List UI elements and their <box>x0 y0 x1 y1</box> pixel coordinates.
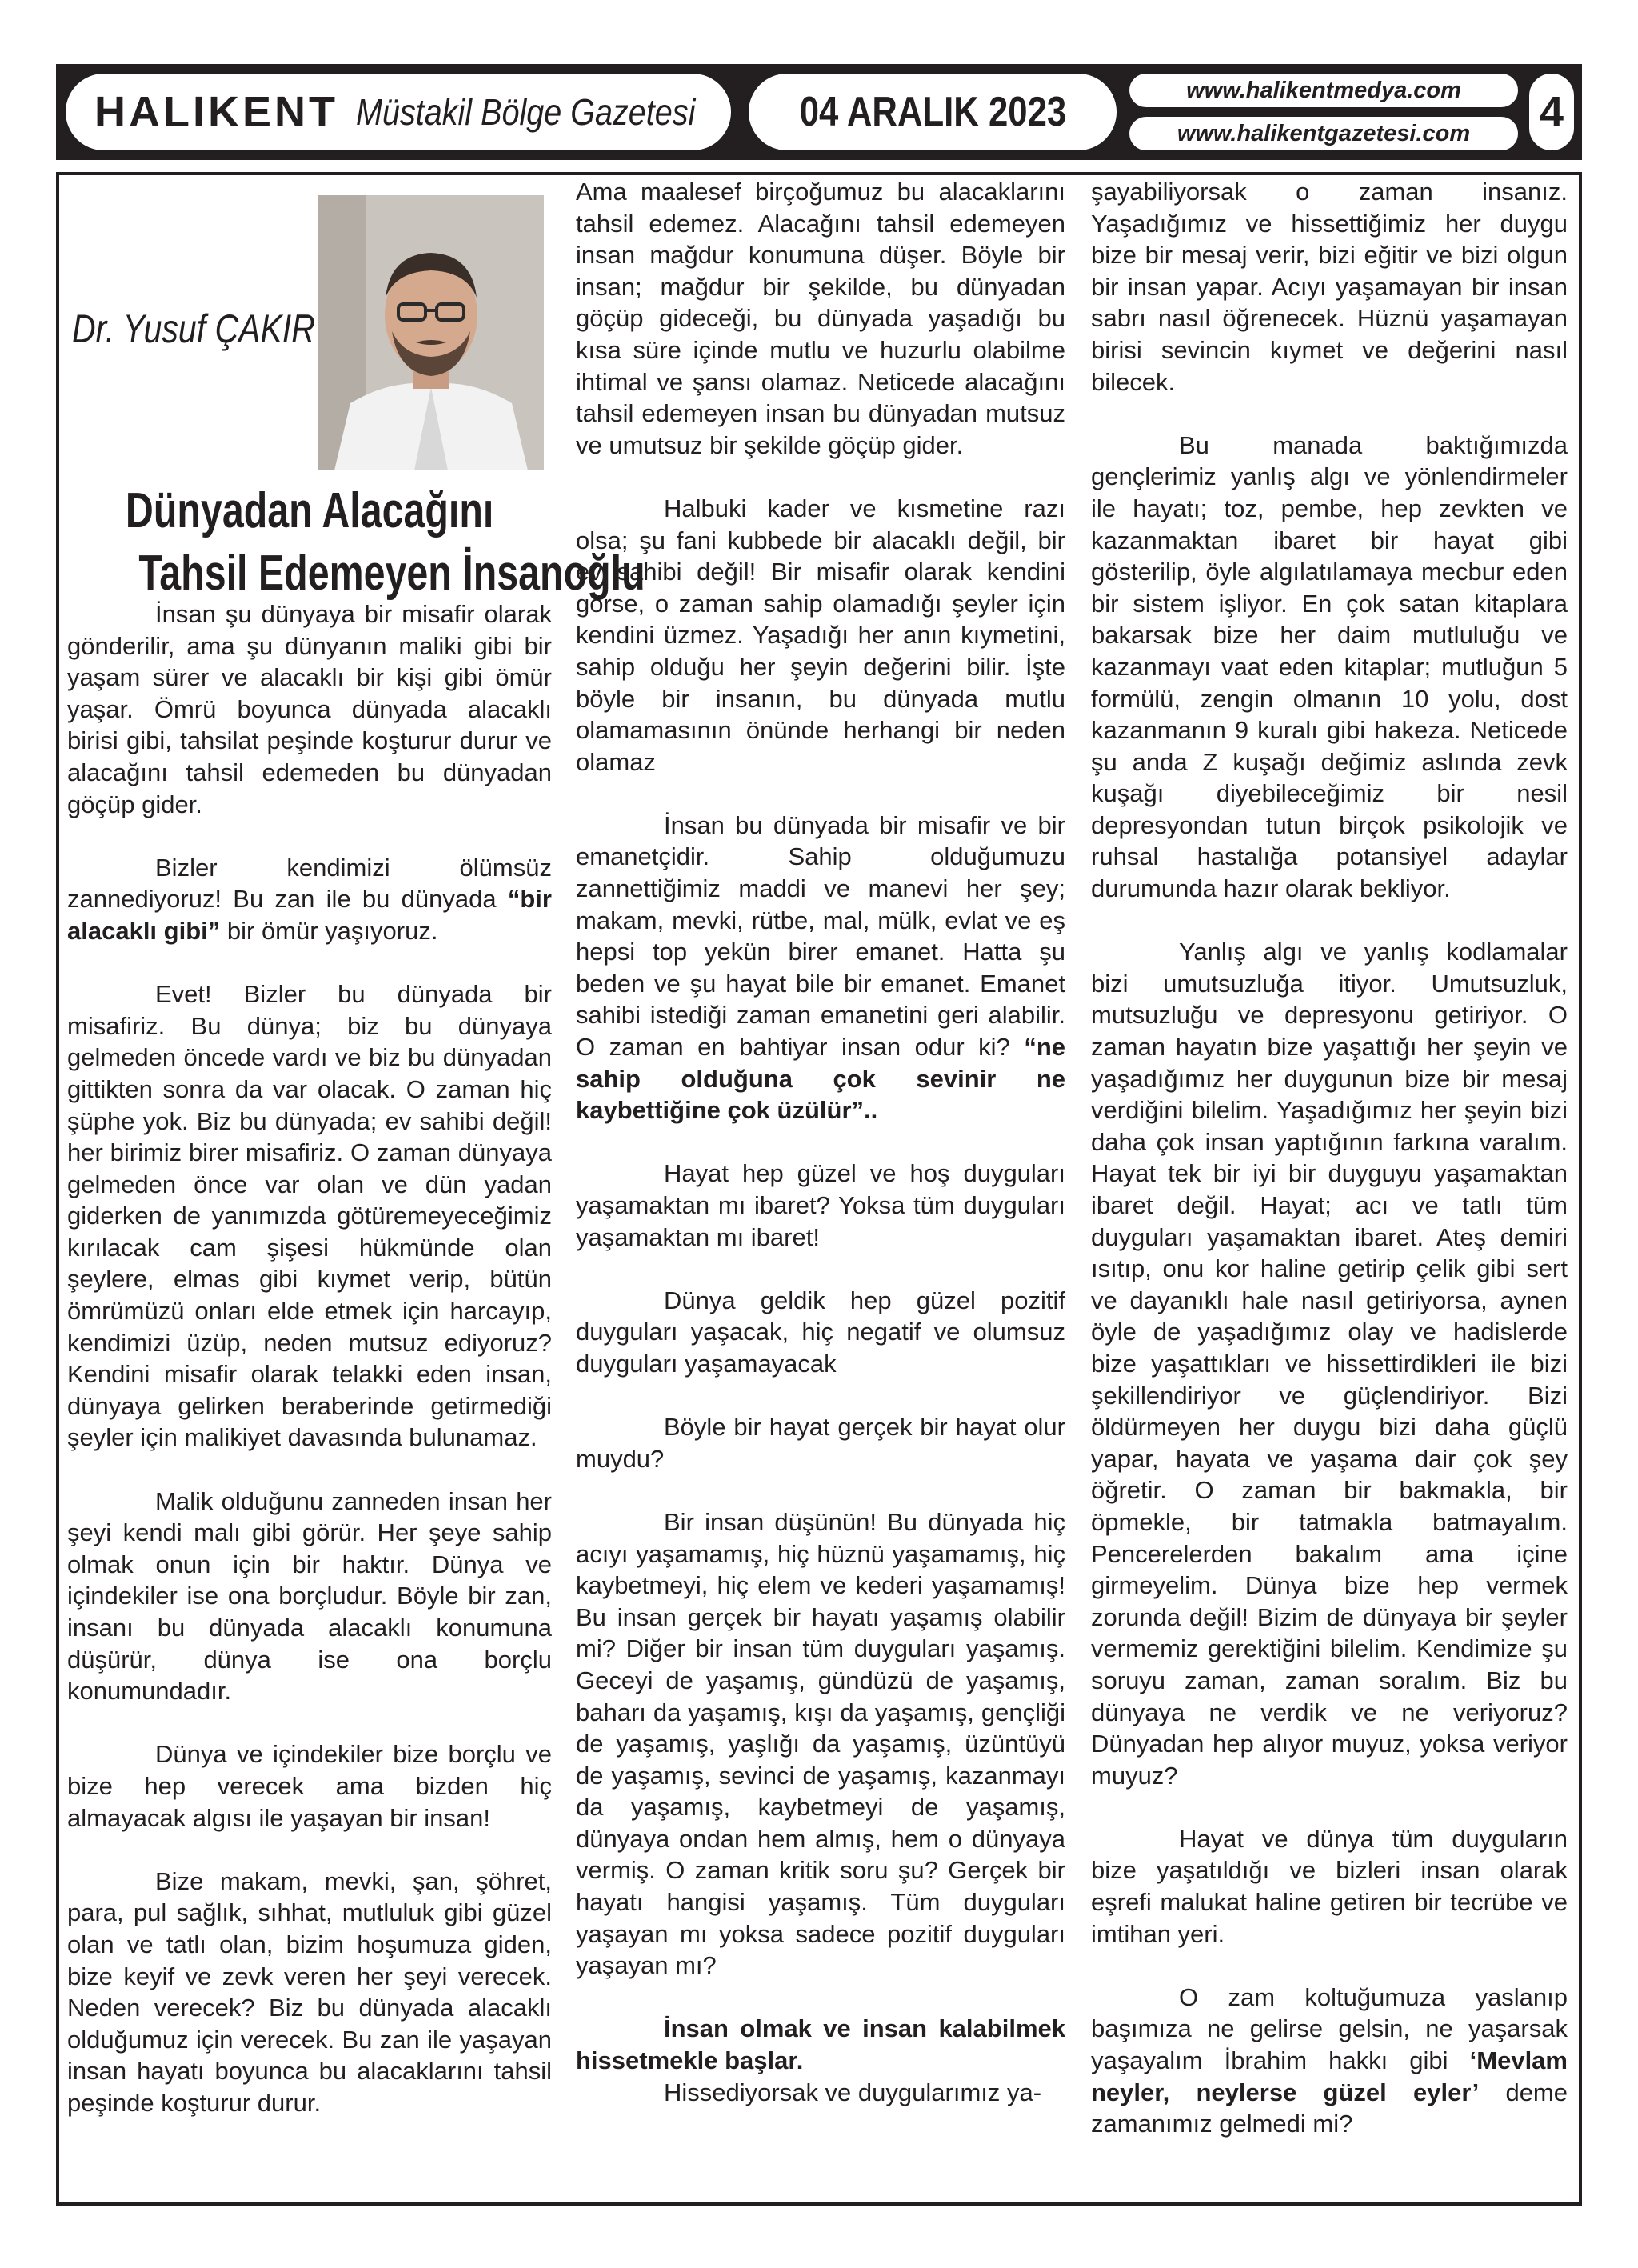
page-number: 4 <box>1539 88 1564 136</box>
paragraph: Dünya ve içindekiler bize borçlu ve bize hep verecek ama bizden hiç almayacak algısı ile yaşayan bir insan! <box>67 1740 552 1832</box>
website-url-2[interactable]: www.halikentgazetesi.com <box>1177 120 1471 146</box>
author-name: Dr. Yusuf ÇAKIR <box>72 306 315 351</box>
paragraph <box>576 2013 1065 2076</box>
paragraph: Bize makam, mevki, şan, şöhret, para, pul sağlık, sıhhat, mutluluk gibi güzel olan ve tatlı olan, bizim hoşumuza giden, bize keyif ve zevk veren her şeyi verecek. Neden verecek? Biz bu dünyada alacaklı olduğumuz için verecek. Bu zan ile yaşayan insan hayatı boyunca bu alacaklarını tahsil peşinde koşturur durur. <box>67 1866 552 2117</box>
brand-name: HALIKENT <box>94 88 338 136</box>
website-url-1[interactable]: www.halikentmedya.com <box>1186 77 1461 103</box>
paragraph: Böyle bir hayat gerçek bir hayat olur muydu? <box>576 1413 1065 1473</box>
paragraph: Bizler kendimizi ölümsüz zannediyoruz! Bu zan ile bu dünyada “bir alacaklı gibi” bir ömür yaşıyoruz. <box>67 853 552 945</box>
paragraph: Hayat hep güzel ve hoş duyguları yaşamaktan mı ibaret? Yoksa tüm duyguları yaşamaktan mı ibaret! <box>576 1159 1065 1251</box>
paragraph: İnsan bu dünyada bir misafir ve bir emanetçidir. Sahip olduğumuzu zannettiğimiz maddi ve manevi her şey; makam, mevki, rütbe, mal, mülk, evlat ve eş hepsi top yekün birer emanet. Hatta şu beden ve şu hayat bile bir emanet. Emanet sahibi istediği zaman emanetini geri alabilir. O zaman en bahtiyar insan odur ki? “ne sahip olduğuna çok sevinir ne kaybettiğine çok üzülür”.. <box>576 810 1065 1125</box>
article-headline <box>67 480 645 605</box>
article-column-3 <box>1091 176 1568 2140</box>
headline-line-2: Tahsil Edemeyen İnsanoğlu <box>138 546 645 601</box>
article-column-2 <box>576 176 1065 2108</box>
paragraph: Halbuki kader ve kısmetine razı olsa; şu fani kubbede bir alacaklı değil, bir ev sahibi değil! Bir misafir olarak kendini görse, o zaman sahip olamadığı şeyler için kendini üzmez. Yaşadığı her anın kıymetini, sahip olduğu her şeyin değerini bilir. İşte böyle bir insanın, bu dünyada mutlu olamamasının önünde herhangi bir neden olamaz <box>576 494 1065 776</box>
paragraph: Dünya geldik hep güzel pozitif duyguları yaşacak, hiç negatif ve olumsuz duyguları yaşamayacak <box>576 1286 1065 1378</box>
paragraph: Yanlış algı ve yanlış kodlamalar bizi umutsuzluğa itiyor. Umutsuzluk, mutsuzluğu ve depresyonu getiriyor. O zaman hayatın bize yaşattığı her şeyin ve yaşadığımız her duygunun bize bir mesaj verdiğini bilelim. Yaşadığımız her şeyin bizi daha çok insan yaptığının farkına varalım. Hayat tek bir iyi bir duyguyu yaşamaktan ibaret değil. Hayat; acı ve tatlı tüm duyguları yaşamaktan ibaret. Ateş demiri ısıtıp, onu kor haline getirip çelik gibi sert ve dayanıklı hale nasıl getiriyorsa, aynen öyle de yaşadığımız olay ve hadislerde bize yaşattıkları ve hissettirdikleri ile bizi şekillendiriyor ve güçlendiriyor. Bizi öldürmeyen her duygu bizi daha güçlü yapar, hayata ve yaşama dair çok şey öğretir. O zaman bir bakmakla, bir öpmekle, bir tatmakla batmayalım. Pencerelerden bakalım ama içine girmeyelim. Dünya bize hep vermek zorunda değil! Bizim de dünyaya bir şeyler vermemiz gerektiğini bilelim. Kendimize şu soruyu zaman, zaman soralım. Biz bu dünyaya ne verdik ve ne veriyoruz? Dünyadan hep alıyor muyuz, yoksa veriyor muyuz? <box>1091 938 1568 1790</box>
paragraph: şayabiliyorsak o zaman insanız. Yaşadığımız ve hissettiğimiz her duygu bize bir mesaj verir, bizi eğitir ve bizi olgun bir insan yapar. Acıyı yaşamayan bir insan sabrı nasıl öğrenecek. Hüznü yaşamayan birisi sevincin kıymet ve değerini nasıl bilecek. <box>1091 178 1568 396</box>
paragraph: Evet! Bizler bu dünyada bir misafiriz. Bu dünya; biz bu dünyaya gelmeden öncede vardı ve biz bu dünyadan gittikten sonra da var olacak. O zaman hiç şüphe yok. Biz bu dünyada; ev sahibi değil! her birimiz birer misafiriz. O zaman dünyaya gelmeden önce var olan ve dün yadan giderken de yanımızda götüremeyeceğimiz kırılacak cam şişesi hükmünde olan şeylere, elmas gibi kıymet verip, bütün ömrümüzü onları elde etmek için harcayıp, kendimizi üzüp, neden mutsuz ediyoruz? Kendini misafir olarak telakki eden insan, dünyaya gelirken beraberinde getirmediği şeyler için malikiyet davasında bulunamaz. <box>67 980 552 1452</box>
bold-quote: “bir alacaklı gibi” <box>67 885 552 945</box>
paragraph: Malik olduğunu zanneden insan her şeyi kendi malı gibi görür. Her şeye sahip olmak onun için bir haktır. Dünya ve içindekiler ise ona borçludur. Böyle bir zan, insanı bu dünyada alacaklı konumuna düşürür, dünya ise ona borçlu konumundadır. <box>67 1486 552 1706</box>
bold-quote: “ne sahip olduğuna çok sevinir ne kaybettiğine çok üzülür”.. <box>576 1033 1065 1125</box>
masthead <box>56 64 1582 160</box>
page-number-box <box>1526 70 1577 154</box>
paragraph: O zam koltuğumuza yaslanıp başımıza ne gelirse gelsin, ne yaşarsak yaşayalım İbrahim hakkı gibi ‘Mevlam neyler, neylerse güzel eyler’ deme zamanımız gelmedi mi? <box>1091 1982 1568 2138</box>
paragraph: Ama maalesef birçoğumuz bu alacaklarını tahsil edemez. Alacağını tahsil edemeyen insan mağdur konumuna düşer. Böyle bir insan; mağdur bir şekilde, bu dünyadan göçüp gideceği, bu dünyada yaşadığı bu kısa süre içinde mutlu ve huzurlu olabilme ihtimal ve şansı olamaz. Neticede alacağını tahsil edemeyen insan bu dünyadan mutsuz ve umutsuz bir şekilde göçüp gider. <box>576 178 1065 459</box>
headline-line-1: Dünyadan Alacağını <box>125 483 494 538</box>
bold-statement: İnsan olmak ve insan kalabilmek hissetmekle başlar. <box>576 2014 1065 2075</box>
paragraph: Hayat ve dünya tüm duyguların bize yaşatıldığı ve bizleri insan olarak eşrefi malukat haline getiren bir tecrübe ve imtihan yeri. <box>1091 1824 1568 1948</box>
brand-box <box>62 70 734 154</box>
paragraph: İnsan şu dünyaya bir misafir olarak gönderilir, ama şu dünyanın maliki gibi bir yaşam sürer ve alacaklı bir kişi gibi ömür yaşar. Ömrü boyunca dünyada alacaklı birisi gibi, tahsilat peşinde koşturur durur ve alacağını tahsil edemeden bu dünyadan göçüp gider. <box>67 600 552 818</box>
issue-date: 04 ARALIK 2023 <box>799 89 1066 135</box>
paragraph: Bu manada baktığımızda gençlerimiz yanlış algı ve yönlendirmeler ile hayatı; toz, pembe, hep zevkten ve kazanmaktan ibaret bir hayat gibi gösterilip, öyle algılatılamaya mecbur eden bir sistem işliyor. En çok satan kitaplara bakarsak bize her daim mutluluğu ve kazanmayı vaat eden kitaplar; mutluğun 5 formülü, zengin olmanın 10 yolu, dost kazanmanın 9 kuralı gibi hakeza. Neticede şu anda Z kuşağı değimiz aslında zevk kuşağı diyebileceğimiz bir nesil depresyondan tutun birçok psikolojik ve ruhsal hastalığa potansiyel adaylar durumunda hazır olarak bekliyor. <box>1091 430 1568 903</box>
url-box-2 <box>1126 114 1521 154</box>
paragraph: Hissediyorsak ve duygularımız ya- <box>664 2078 1042 2106</box>
date-box <box>745 70 1120 154</box>
url-box-1 <box>1126 70 1521 110</box>
paragraph: Bir insan düşünün! Bu dünyada hiç acıyı yaşamamış, hiç hüznü yaşamamış, hiç kaybetmeyi, hiç elem ve kederi yaşamamış! Bu insan gerçek bir hayatı yaşamış olabilir mi? Diğer bir insan tüm duyguları yaşamış. Geceyi de yaşamış, gündüzü de yaşamış, baharı da yaşamış, kışı da yaşamış, gençliği de yaşamış, yaşlığı da yaşamış, üzüntüyü de yaşamış, sevinci de yaşamış, kazanmayı da yaşamış, kaybetmeyi de yaşamış, dünyaya ondan hem almış, hem o dünyaya vermiş. O zaman kritik soru şu? Gerçek bir hayatı hangisi yaşamış. Tüm duyguları yaşayan mı yoksa sadece pozitif duyguları yaşayan mı? <box>576 1507 1065 1980</box>
brand-subtitle: Müstakil Bölge Gazetesi <box>355 91 696 133</box>
article-column-1 <box>67 598 552 2119</box>
bold-quote: ‘Mevlam neyler, neylerse güzel eyler’ <box>1091 2046 1568 2106</box>
author-photo <box>318 195 544 470</box>
